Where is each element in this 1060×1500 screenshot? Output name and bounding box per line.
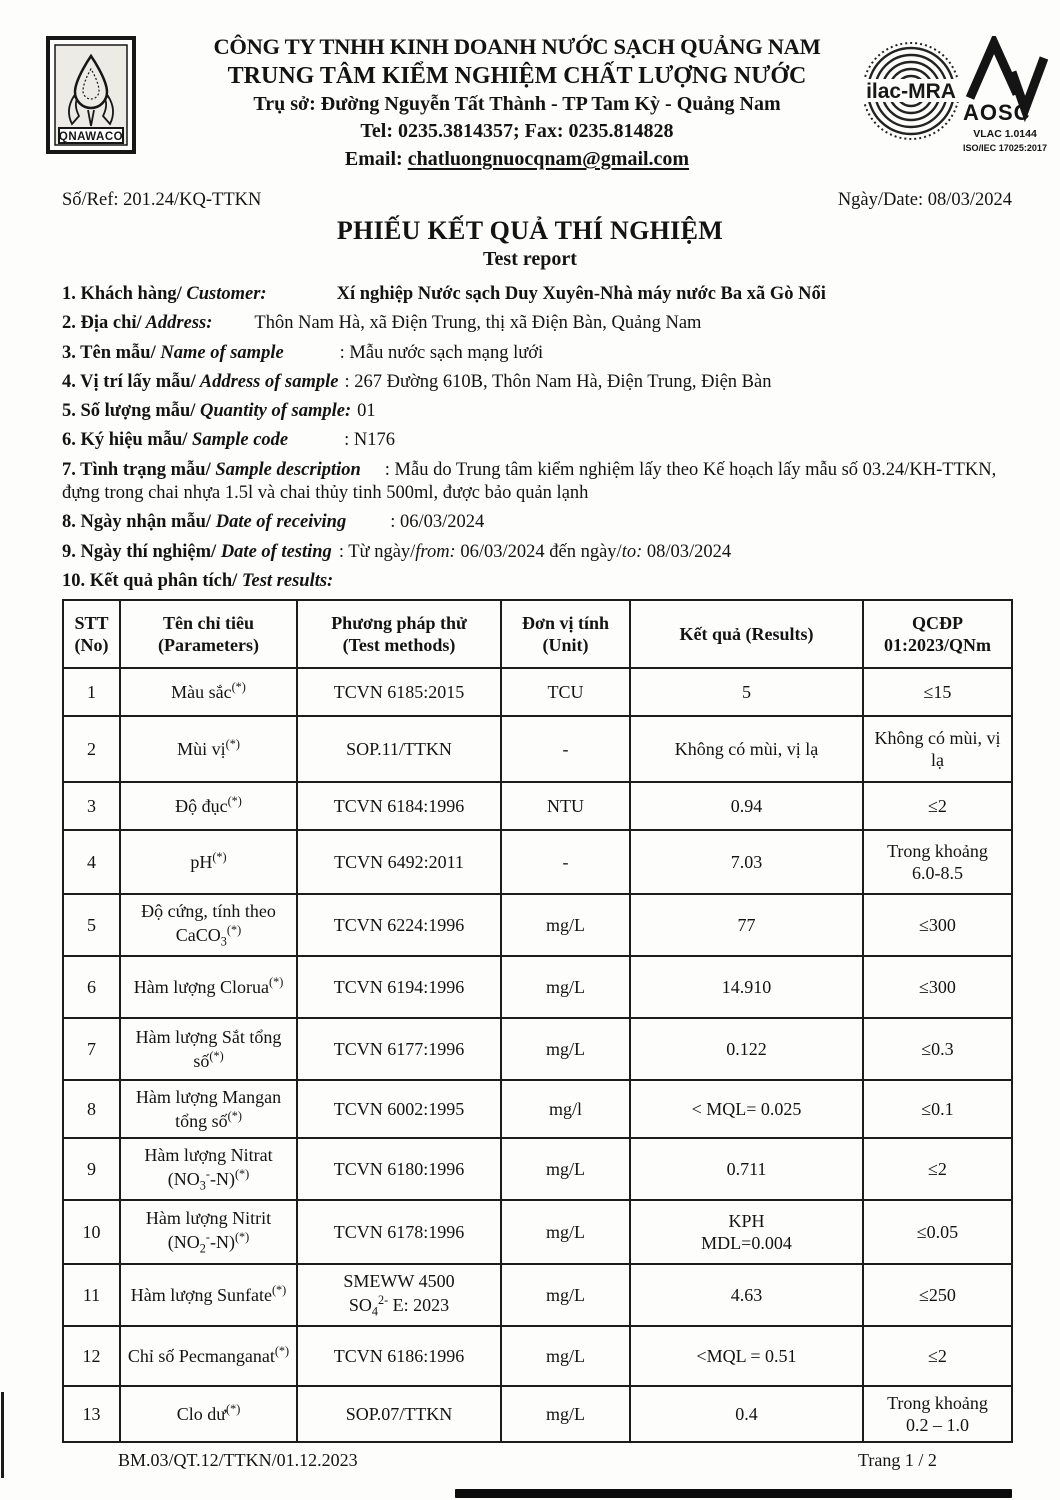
- table-cell: ≤15: [863, 668, 1012, 716]
- table-row: [63, 830, 1012, 894]
- info-label-en: Date of testing: [216, 541, 332, 562]
- column-header: Đơn vị tính (Unit): [501, 600, 630, 668]
- table-cell: ≤0.3: [863, 1018, 1012, 1080]
- table-cell: 6: [63, 956, 120, 1018]
- meta-row: [62, 190, 1012, 211]
- qnawaco-logo: [46, 36, 136, 154]
- info-label: 7. Tình trạng mẫu/: [62, 459, 211, 480]
- table-cell: mg/L: [501, 1264, 630, 1326]
- info-value: : N176: [344, 430, 395, 451]
- tel-fax-line: Tel: 0235.3814357; Fax: 0235.814828: [360, 120, 674, 143]
- table-cell: 13: [63, 1386, 120, 1442]
- table-cell: ≤2: [863, 1138, 1012, 1200]
- table-cell: 8: [63, 1080, 120, 1138]
- table-row: [63, 1386, 1012, 1442]
- table-cell: ≤0.1: [863, 1080, 1012, 1138]
- table-cell: Hàm lượng Nitrat $(NO_3^--N)^{(*)}$: [120, 1138, 297, 1200]
- table-cell: SMEWW 4500 $SO_4^{2-}$ E: 2023: [297, 1264, 501, 1326]
- table-cell: mg/L: [501, 1200, 630, 1264]
- table-row: [63, 1018, 1012, 1080]
- table-cell: ≤300: [863, 956, 1012, 1018]
- table-cell: TCVN 6224:1996: [297, 894, 501, 956]
- letterhead: [150, 34, 884, 172]
- table-cell: Màu sắc(*): [120, 668, 297, 716]
- table-body: [63, 668, 1012, 1442]
- info-value: Thôn Nam Hà, xã Điện Trung, thị xã Điện Bàn, Quảng Nam: [254, 313, 702, 334]
- table-cell: ≤2: [863, 782, 1012, 830]
- table-cell: 11: [63, 1264, 120, 1326]
- table-cell: Hàm lượng Nitrit $(NO_2^--N)^{(*)}$: [120, 1200, 297, 1264]
- report-date: Ngày/Date: 08/03/2024: [837, 190, 1012, 210]
- table-cell: 2: [63, 716, 120, 782]
- scan-artifact-bar: [455, 1489, 1012, 1498]
- table-cell: Trong khoảng 6.0-8.5: [863, 830, 1012, 894]
- table-cell: TCVN 6184:1996: [297, 782, 501, 830]
- ilac-mra-logo: [860, 40, 962, 142]
- table-cell: mg/L: [501, 1386, 630, 1442]
- table-cell: TCU: [501, 668, 630, 716]
- table-cell: TCVN 6177:1996: [297, 1018, 501, 1080]
- info-value: : Mẫu nước sạch mạng lưới: [339, 342, 544, 363]
- company-name: CÔNG TY TNHH KINH DOANH NƯỚC SẠCH QUẢNG NAM: [213, 34, 821, 59]
- info-value: Xí nghiệp Nước sạch Duy Xuyên-Nhà máy nước Ba xã Gò Nổi: [336, 284, 826, 304]
- table-cell: 3: [63, 782, 120, 830]
- table-cell: Chỉ số Pecmanganat(*): [120, 1326, 297, 1386]
- table-cell: KPH MDL=0.004: [630, 1200, 863, 1264]
- info-label: 2. Địa chỉ/: [62, 313, 142, 334]
- table-cell: ≤2: [863, 1326, 1012, 1386]
- info-label-en: Sample description: [210, 459, 361, 480]
- info-label: 5. Số lượng mẫu/: [62, 401, 196, 422]
- table-row: [63, 716, 1012, 782]
- table-cell: 0.94: [630, 782, 863, 830]
- table-cell: Không có mùi, vị lạ: [630, 716, 863, 782]
- table-cell: mg/L: [501, 894, 630, 956]
- table-cell: 12: [63, 1326, 120, 1386]
- email-label: Email:: [344, 148, 408, 171]
- info-label: 3. Tên mẫu/: [62, 342, 156, 363]
- info-label-en: Date of receiving: [211, 512, 347, 533]
- table-cell: SOP.11/TTKN: [297, 716, 501, 782]
- table-cell: Hàm lượng Sắt tổng số(*): [120, 1018, 297, 1080]
- iso-standard-text: ISO/IEC 17025:2017: [963, 143, 1047, 154]
- qnawaco-logo-text: QNAWACO: [58, 131, 124, 143]
- table-cell: Clo dư(*): [120, 1386, 297, 1442]
- email-address: chatluongnuocqnam@gmail.com: [407, 148, 690, 171]
- info-value: : Từ ngày/from: 06/03/2024 đến ngày/to: 08/03/2024: [338, 541, 732, 562]
- table-cell: mg/L: [501, 1018, 630, 1080]
- table-cell: Không có mùi, vị lạ: [863, 716, 1012, 782]
- table-cell: TCVN 6180:1996: [297, 1138, 501, 1200]
- table-row: [63, 782, 1012, 830]
- table-cell: mg/L: [501, 1138, 630, 1200]
- table-cell: Trong khoảng 0.2 – 1.0: [863, 1386, 1012, 1442]
- info-item-6: [62, 429, 1014, 452]
- info-label-en: Address:: [141, 313, 213, 334]
- table-cell: mg/l: [501, 1080, 630, 1138]
- table-cell: -: [501, 830, 630, 894]
- table-cell: -: [501, 716, 630, 782]
- table-cell: 0.4: [630, 1386, 863, 1442]
- info-item-2: [62, 312, 1014, 335]
- info-label: 9. Ngày thí nghiệm/: [62, 541, 217, 562]
- table-cell: 7: [63, 1018, 120, 1080]
- info-label: 4. Vị trí lấy mẫu/: [62, 371, 196, 392]
- table-row: [63, 1264, 1012, 1326]
- test-results-table: [62, 599, 1013, 1443]
- ref-number: Số/Ref: 201.24/KQ-TTKN: [62, 190, 262, 210]
- info-item-8: [62, 511, 1014, 534]
- table-cell: NTU: [501, 782, 630, 830]
- info-item-9: [62, 541, 1014, 564]
- table-cell: ≤0.05: [863, 1200, 1012, 1264]
- info-label-en: Customer:: [181, 284, 267, 304]
- head-office-address: Trụ sở: Đường Nguyễn Tất Thành - TP Tam Kỳ - Quảng Nam: [253, 92, 781, 115]
- table-cell: 4.63: [630, 1264, 863, 1326]
- email-line: [150, 148, 884, 172]
- table-cell: 0.122: [630, 1018, 863, 1080]
- info-label-en: Quantity of sample:: [195, 401, 352, 422]
- column-header: STT (No): [63, 600, 120, 668]
- page-subtitle: Test report: [483, 248, 577, 270]
- info-item-1: [62, 283, 1014, 306]
- column-header: Tên chỉ tiêu (Parameters): [120, 600, 297, 668]
- table-cell: Độ đục(*): [120, 782, 297, 830]
- table-header-row: [63, 600, 1012, 668]
- table-cell: TCVN 6186:1996: [297, 1326, 501, 1386]
- info-item-3: [62, 342, 1014, 365]
- table-row: [63, 668, 1012, 716]
- info-value: : Mẫu do Trung tâm kiểm nghiệm lấy theo Kế hoạch lấy mẫu số 03.24/KH-TTKN, đựng trong chai nhựa 1.5l và chai thủy tinh 500ml, được bảo quản lạnh: [62, 459, 997, 504]
- table-cell: 5: [630, 668, 863, 716]
- info-label-en: Name of sample: [155, 342, 284, 363]
- table-cell: mg/L: [501, 956, 630, 1018]
- info-label: 1. Khách hàng/: [62, 284, 182, 304]
- info-item-7: [62, 459, 1014, 506]
- info-label: 6. Ký hiệu mẫu/: [62, 430, 188, 451]
- table-cell: SOP.07/TTKN: [297, 1386, 501, 1442]
- table-cell: TCVN 6178:1996: [297, 1200, 501, 1264]
- table-cell: 7.03: [630, 830, 863, 894]
- aosc-logo-text: AOSC: [963, 100, 1031, 125]
- table-cell: 10: [63, 1200, 120, 1264]
- table-row: [63, 956, 1012, 1018]
- table-cell: TCVN 6185:2015: [297, 668, 501, 716]
- info-label-en: Address of sample: [195, 371, 339, 392]
- page-number: Trang 1 / 2: [858, 1450, 937, 1470]
- table-cell: mg/L: [501, 1326, 630, 1386]
- info-value: : 06/03/2024: [390, 512, 485, 533]
- table-cell: Hàm lượng Sunfate(*): [120, 1264, 297, 1326]
- table-row: [63, 1080, 1012, 1138]
- info-item-10: [62, 570, 1014, 593]
- column-header: Kết quả (Results): [630, 600, 863, 668]
- column-header: QCĐP 01:2023/QNm: [863, 600, 1012, 668]
- aosc-logo: [962, 36, 1048, 158]
- table-cell: 9: [63, 1138, 120, 1200]
- vlac-number-text: VLAC 1.0144: [973, 128, 1037, 140]
- table-cell: Hàm lượng Mangan tổng số(*): [120, 1080, 297, 1138]
- table-cell: 14.910: [630, 956, 863, 1018]
- table-row: [63, 1138, 1012, 1200]
- table-cell: TCVN 6002:1995: [297, 1080, 501, 1138]
- info-label-en: Sample code: [187, 430, 289, 451]
- ilac-mra-logo-text: ilac-MRA: [866, 80, 956, 103]
- form-code: BM.03/QT.12/TTKN/01.12.2023: [118, 1450, 358, 1470]
- info-item-4: [62, 371, 1014, 394]
- info-items: [62, 283, 1014, 599]
- table-cell: Độ cứng, tính theo CaCO$_3$(*): [120, 894, 297, 956]
- info-label: 10. Kết quả phân tích/: [62, 570, 238, 591]
- table-cell: 4: [63, 830, 120, 894]
- table-cell: Hàm lượng Clorua(*): [120, 956, 297, 1018]
- info-value: 01: [357, 401, 376, 422]
- column-header: Phương pháp thử (Test methods): [297, 600, 501, 668]
- page-title: PHIẾU KẾT QUẢ THÍ NGHIỆM: [336, 216, 724, 245]
- table-cell: 5: [63, 894, 120, 956]
- table-cell: ≤300: [863, 894, 1012, 956]
- scan-artifact-edge-line: [1, 1392, 4, 1478]
- info-item-5: [62, 400, 1014, 423]
- aosc-mountain-icon: [970, 43, 1017, 98]
- table-cell: TCVN 6194:1996: [297, 956, 501, 1018]
- table-cell: pH(*): [120, 830, 297, 894]
- table-cell: 77: [630, 894, 863, 956]
- info-label-en: Test results:: [237, 570, 334, 591]
- table-cell: Mùi vị(*): [120, 716, 297, 782]
- table-row: [63, 894, 1012, 956]
- info-value: : 267 Đường 610B, Thôn Nam Hà, Điện Trung, Điện Bàn: [344, 371, 772, 392]
- table-row: [63, 1326, 1012, 1386]
- table-cell: TCVN 6492:2011: [297, 830, 501, 894]
- title-block: [0, 216, 1060, 271]
- table-row: [63, 1200, 1012, 1264]
- table-cell: 0.711: [630, 1138, 863, 1200]
- table-cell: ≤250: [863, 1264, 1012, 1326]
- table-cell: <MQL = 0.51: [630, 1326, 863, 1386]
- info-label: 8. Ngày nhận mẫu/: [62, 512, 212, 533]
- table-cell: 1: [63, 668, 120, 716]
- center-name: TRUNG TÂM KIỂM NGHIỆM CHẤT LƯỢNG NƯỚC: [227, 62, 807, 89]
- table-cell: < MQL= 0.025: [630, 1080, 863, 1138]
